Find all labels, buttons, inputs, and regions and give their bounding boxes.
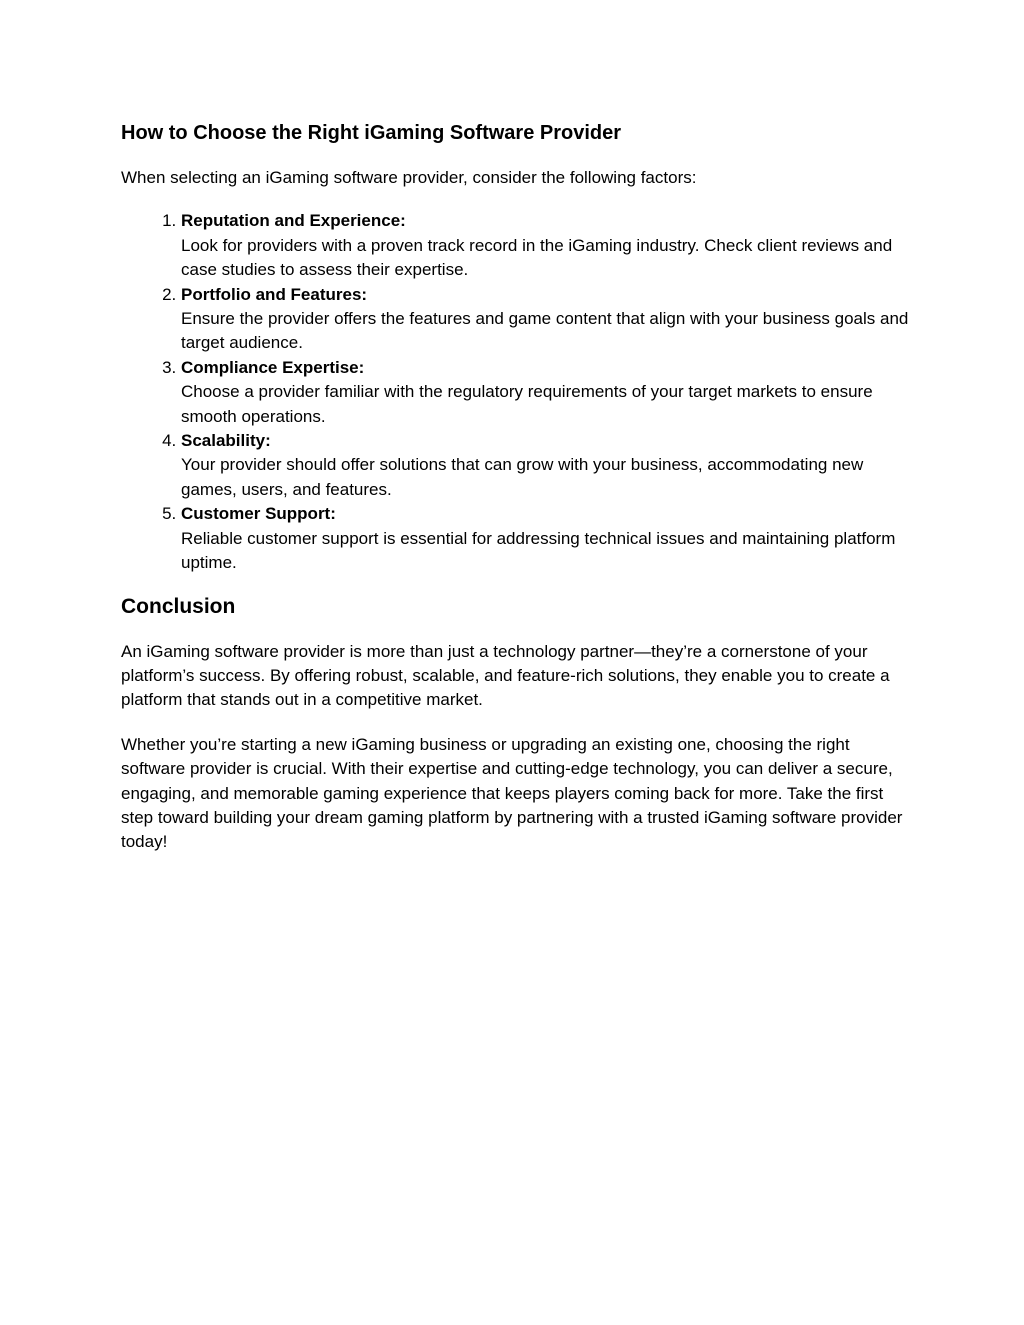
factor-description: Choose a provider familiar with the regulatory requirements of your target markets to ensure smooth operations. [181,382,873,426]
conclusion-paragraph: Whether you’re starting a new iGaming business or upgrading an existing one, choosing the right software provider is crucial. With their expertise and cutting-edge technology, you can deliver a secure, engaging, and memorable gaming experience that keeps players coming back for more. Take the first step toward building your dream gaming platform by partnering with a trusted iGaming software provider today! [121,734,903,852]
factor-title: 1. Reputation and Experience: [181,211,406,231]
factor-description: Reliable customer support is essential for addressing technical issues and maintaining platform uptime. [181,528,896,573]
factors-list [121,209,911,575]
factor-title: 5. Customer Support: [181,504,336,524]
factor-description: Look for providers with a proven track record in the iGaming industry. Check client reviews and case studies to assess their expertise. [181,235,893,280]
list-item-support [181,502,911,575]
list-item-scalability [181,429,911,502]
list-item-compliance [181,356,911,429]
list-item-reputation [181,209,911,282]
conclusion-heading: Conclusion [121,594,236,618]
section-heading: How to Choose the Right iGaming Software Provider [121,122,622,144]
intro-paragraph: When selecting an iGaming software provider, consider the following factors: [121,168,697,187]
factor-description: Ensure the provider offers the features and game content that align with your business goals and target audience. [181,309,909,353]
factor-description: Your provider should offer solutions that can grow with your business, accommodating new games, users, and features. [181,455,864,499]
document-page [121,118,911,855]
conclusion-paragraph: An iGaming software provider is more than just a technology partner—they’re a cornerstone of your platform’s success. By offering robust, scalable, and feature-rich solutions, they enable you to create a platform that stands out in a competitive market. [121,641,890,710]
factor-title: 2. Portfolio and Features: [181,284,368,304]
factor-title: 4. Scalability: [181,431,271,451]
list-item-portfolio [181,283,911,356]
factor-title: 3. Compliance Expertise: [181,357,365,377]
